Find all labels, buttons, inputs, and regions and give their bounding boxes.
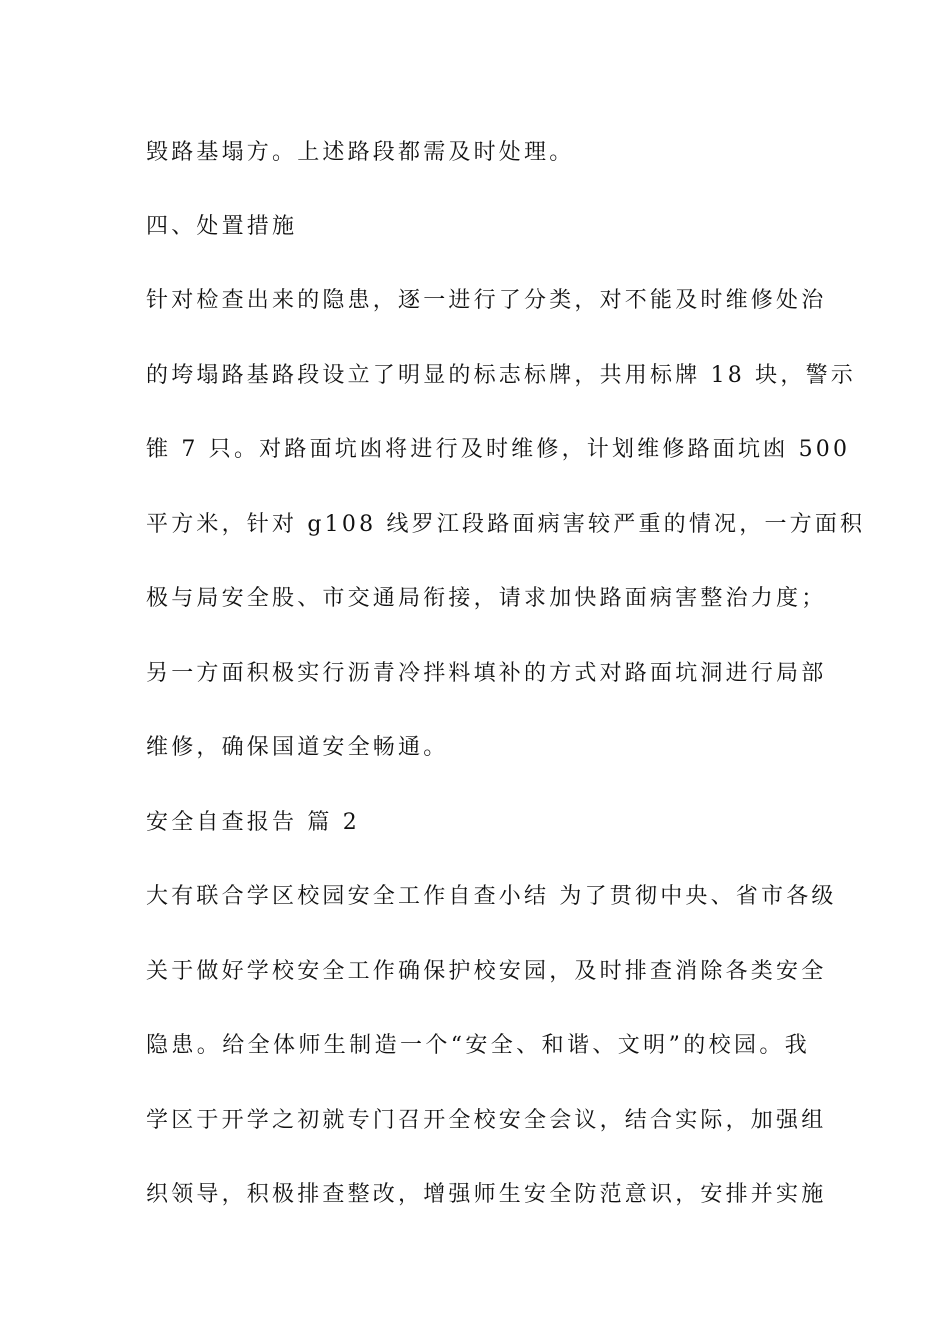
paragraph-line: 锥 7 只。对路面坑凼将进行及时维修，计划维修路面坑凼 500	[146, 437, 851, 462]
paragraph-line: 隐患。给全体师生制造一个“安全、和谐、文明”的校园。我	[146, 1033, 810, 1058]
paragraph-line: 平方米，针对 g108 线罗江段路面病害较严重的情况，一方面积	[146, 512, 866, 537]
section-heading: 四、处置措施	[146, 214, 298, 239]
paragraph-line: 大有联合学区校园安全工作自查小结 为了贯彻中央、省市各级	[146, 884, 837, 909]
paragraph-line: 的垮塌路基路段设立了明显的标志标牌，共用标牌 18 块，警示	[146, 363, 856, 388]
paragraph-line: 织领导，积极排查整改，增强师生安全防范意识，安排并实施	[146, 1182, 827, 1207]
paragraph-line: 另一方面积极实行沥青冷拌料填补的方式对路面坑洞进行局部	[146, 661, 827, 686]
paragraph-line: 针对检查出来的隐患，逐一进行了分类，对不能及时维修处治	[146, 288, 827, 313]
paragraph-line: 关于做好学校安全工作确保护校安园，及时排查消除各类安全	[146, 959, 827, 984]
paragraph-line: 学区于开学之初就专门召开全校安全会议，结合实际，加强组	[146, 1108, 827, 1133]
paragraph-line: 极与局安全股、市交通局衔接，请求加快路面病害整治力度；	[146, 586, 827, 611]
paragraph-line: 维修，确保国道安全畅通。	[146, 735, 449, 760]
paragraph-line: 毁路基塌方。上述路段都需及时处理。	[146, 140, 575, 165]
section-heading: 安全自查报告 篇 2	[146, 810, 360, 835]
